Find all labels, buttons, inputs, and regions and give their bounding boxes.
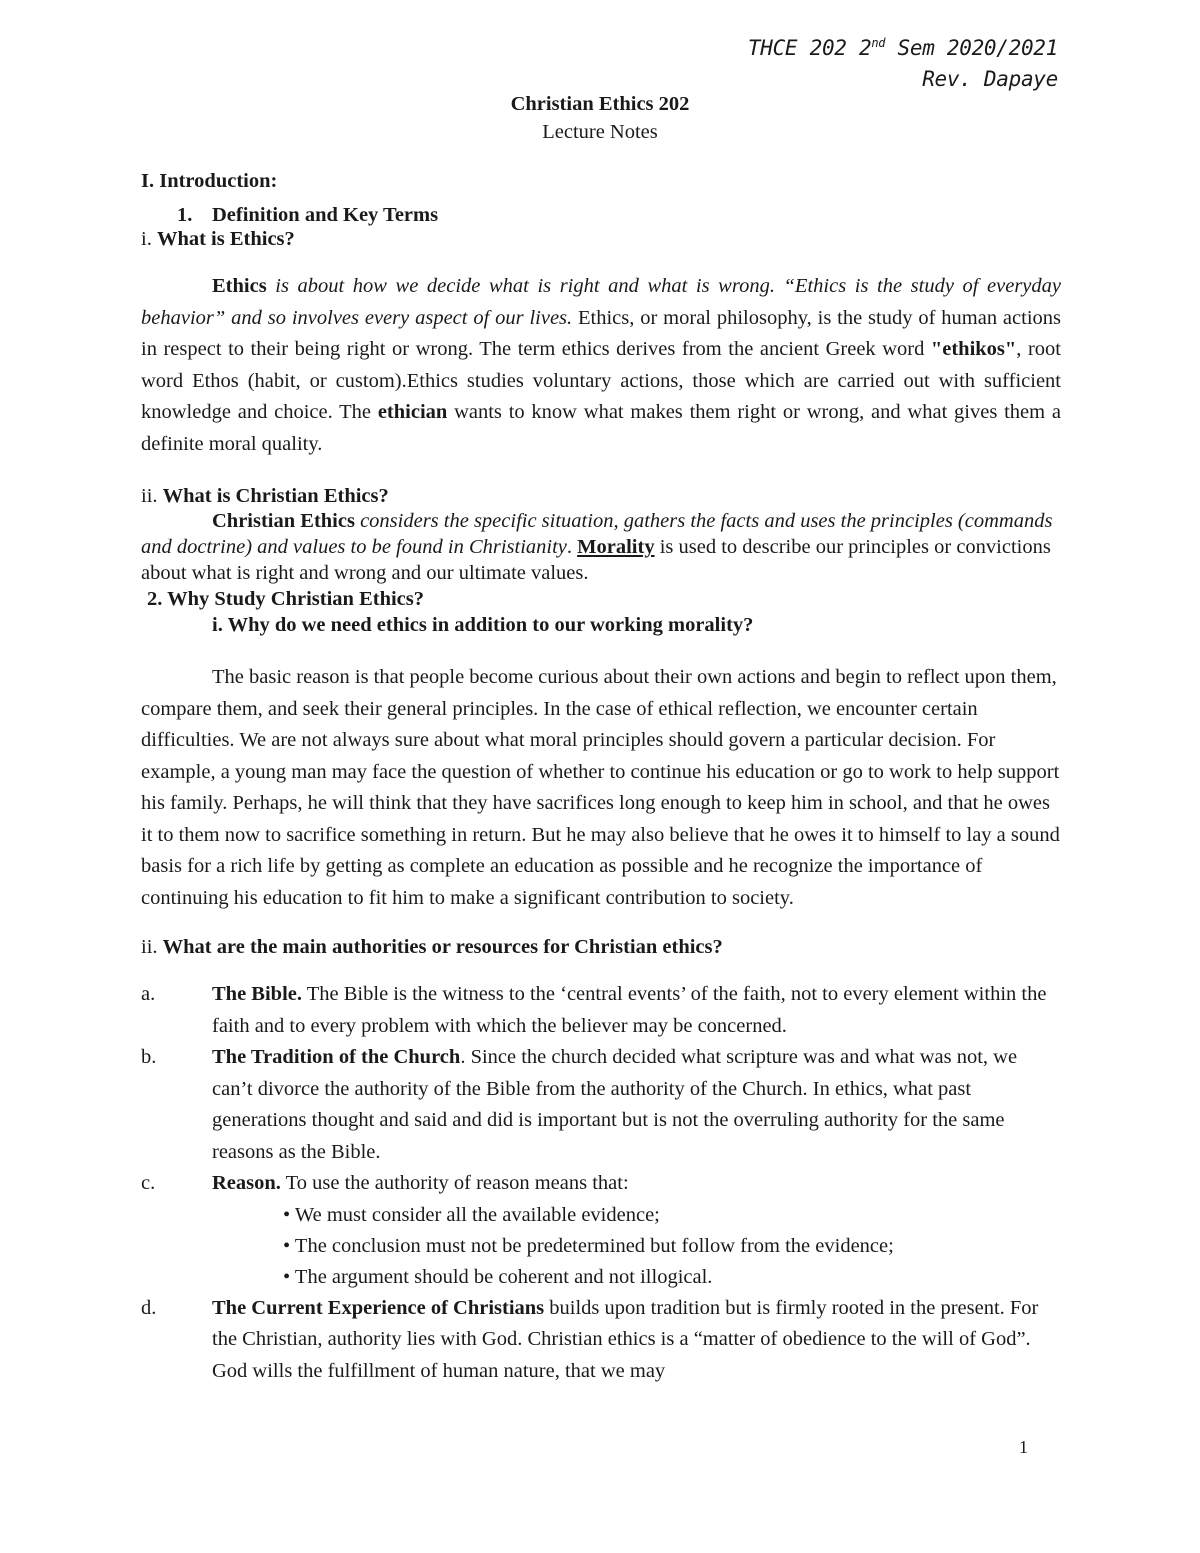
heading-definition: 1. Definition and Key Terms (177, 204, 439, 226)
reason-bullet-list (283, 1200, 1061, 1293)
document-subtitle: Lecture Notes (542, 121, 658, 143)
question-what-is-christian-ethics: ii. What is Christian Ethics? (141, 485, 389, 507)
authorities-list (141, 979, 1061, 1387)
question-why-need-ethics: i. Why do we need ethics in addition to our working morality? (212, 614, 754, 636)
paragraph-basic-reason: The basic reason is that people become curious about their own actions and begin to reflect upon them, compare them, and seek their general principles. In the case of ethical reflection, we encounter certain difficulties. We are not always sure about what moral principles should govern a particular decision. For example, a young man may face the question of whether to continue his education or go to work to help support his family. Perhaps, he will think that they have sacrifices long enough to keep him in school, and that he owes it to them now to sacrifice something in return. But he may also believe that he owes it to himself to lay a sound basis for a rich life by getting as complete an education as possible and he recognize the importance of continuing his education to fit him to make a significant contribution to society. (141, 666, 1060, 909)
course-line: THCE 202 2nd Sem 2020/2021 (747, 36, 1058, 60)
section-heading-introduction: I. Introduction: (141, 170, 278, 192)
author-line: Rev. Dapaye (922, 67, 1058, 91)
document-title: Christian Ethics 202 (510, 93, 690, 115)
question-main-authorities: ii. What are the main authorities or resources for Christian ethics? (141, 936, 723, 958)
title-block (0, 90, 1200, 146)
list-item: c. Reason. To use the authority of reason means that: (141, 1172, 629, 1194)
paragraph-ethics-definition: Ethics is about how we decide what is right and what is wrong. “Ethics is the study of everyday behavior” and so involves every aspect of our lives. Ethics, or moral philosophy, is the study of human actions in respect to their being right or wrong. The term ethics derives from the ancient Greek word "ethikos", root word Ethos (habit, or custom).Ethics studies voluntary actions, those which are carried out with sufficient knowledge and choice. The ethician wants to know what makes them right or wrong, and what gives them a definite moral quality. (141, 275, 1061, 455)
bullet-item: • We must consider all the available evidence; (283, 1203, 660, 1226)
list-item: a. The Bible. The Bible is the witness to the ‘central events’ of the faith, not to every element within the faith and to every problem with which the believer may be concerned. (141, 983, 1047, 1037)
page-header (748, 28, 1058, 95)
list-item: b. The Tradition of the Church. Since the church decided what scripture was and what was not, we can’t divorce the authority of the Bible from the authority of the Church. In ethics, what past generations thought and said and did is important but is not the overruling authority for the same reasons as the Bible. (141, 1046, 1018, 1163)
heading-why-study: 2. Why Study Christian Ethics? (147, 588, 425, 610)
page-number: 1 (1019, 1437, 1028, 1457)
paragraph-christian-ethics: Christian Ethics considers the specific situation, gathers the facts and uses the principles (commands and doctrine) and values to be found in Christianity. Morality is used to describe our principles or convictions about what is right and wrong and our ultimate values. (141, 510, 1053, 584)
document-body (141, 170, 1061, 1387)
bullet-item: • The conclusion must not be predetermined but follow from the evidence; (283, 1234, 894, 1257)
bullet-item: • The argument should be coherent and not illogical. (283, 1265, 713, 1288)
question-what-is-ethics: i. What is Ethics? (141, 228, 295, 250)
list-item: d. The Current Experience of Christians builds upon tradition but is firmly rooted in the present. For the Christian, authority lies with God. Christian ethics is a “matter of obedience to the will of God”. God wills the fulfillment of human nature, that we may (141, 1296, 1039, 1382)
